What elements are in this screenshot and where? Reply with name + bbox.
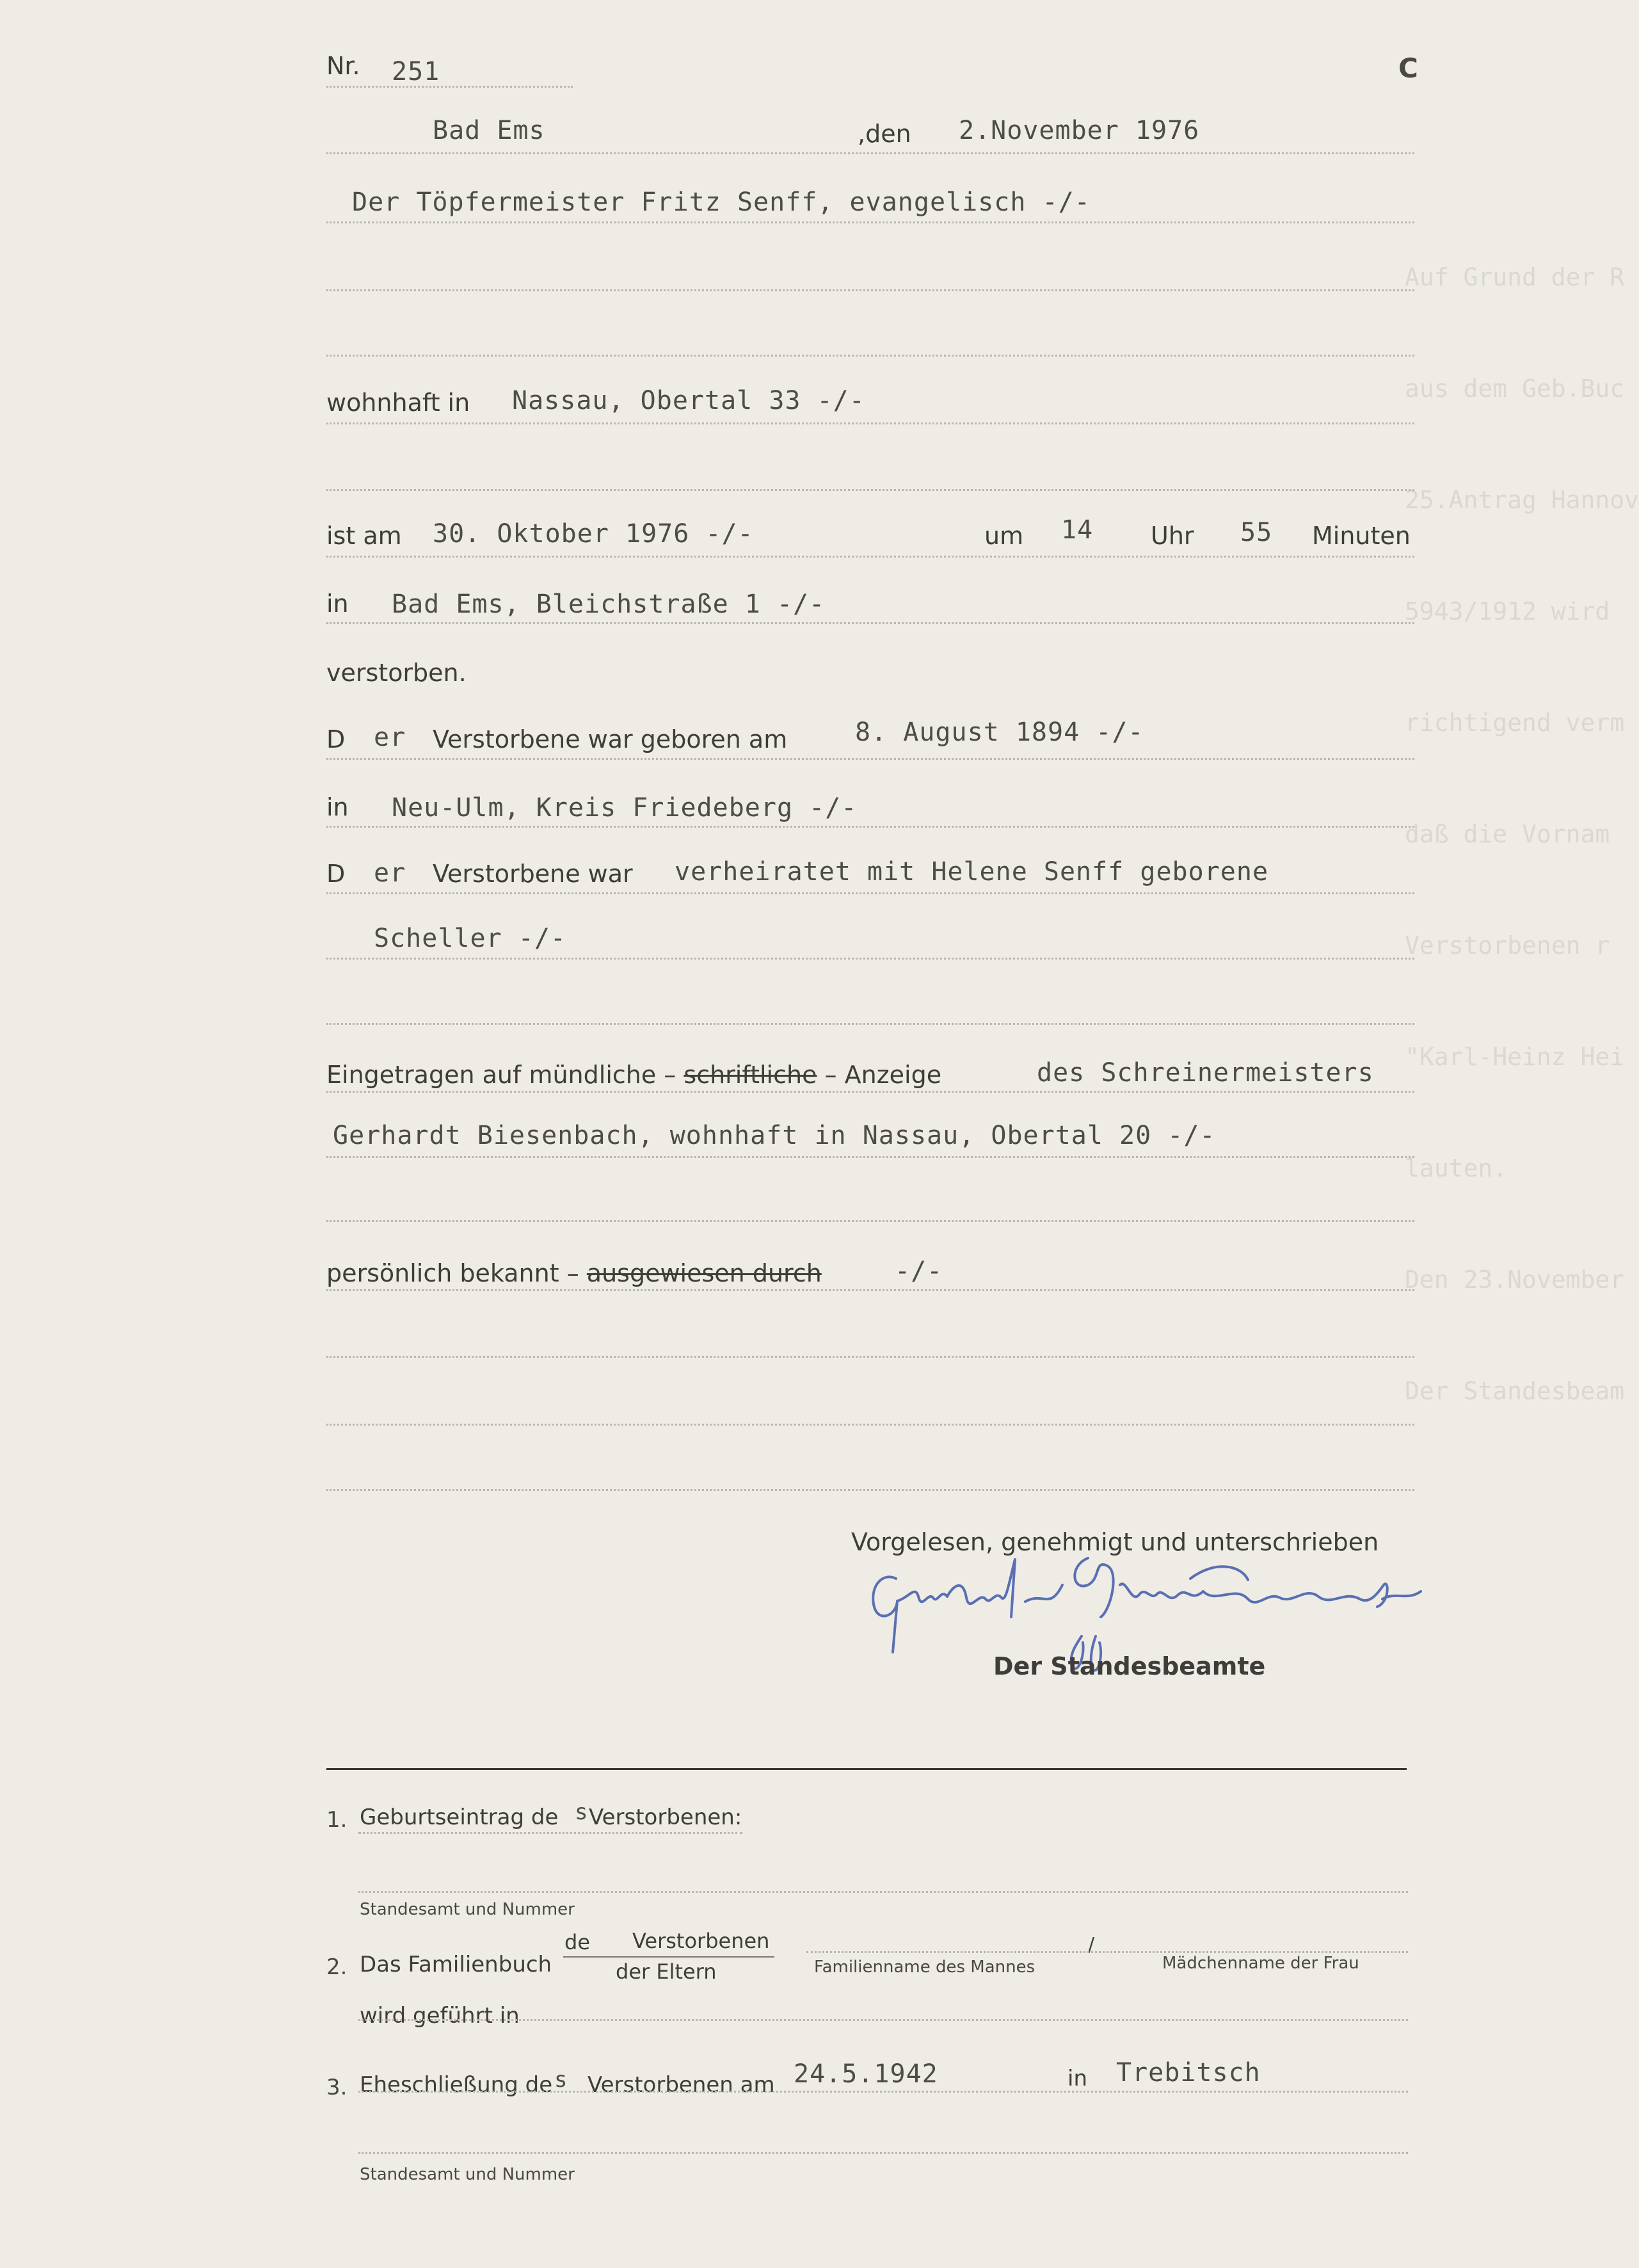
rule: [358, 1832, 742, 1834]
register-number-rule: [326, 86, 573, 88]
bleed-line: "Karl-Heinz Hei: [1405, 1043, 1625, 1071]
office-number-label: Standesamt und Nummer: [360, 1900, 575, 1919]
bleed-line: Auf Grund der R: [1405, 263, 1625, 291]
rule: [326, 422, 1414, 424]
birth-d-label: D: [326, 725, 346, 753]
death-place: Bad Ems, Bleichstraße 1 -/-: [392, 590, 826, 619]
rule: [326, 1356, 1414, 1358]
rule: [326, 1424, 1414, 1426]
uhr-label: Uhr: [1151, 522, 1194, 550]
register-number-label: Nr.: [326, 52, 360, 80]
item2-fraction-line: [563, 1956, 774, 1958]
minutes-label: Minuten: [1312, 522, 1411, 550]
office-number-label-2: Standesamt und Nummer: [360, 2165, 575, 2184]
rule: [326, 758, 1414, 760]
registry-place: Bad Ems: [433, 116, 545, 145]
death-minutes: 55: [1240, 518, 1273, 547]
item2-number: 2.: [326, 1954, 348, 1980]
bleed-line: Verstorbenen r: [1405, 931, 1610, 960]
rule: [326, 355, 1414, 357]
informant-label: [326, 1063, 941, 1087]
item1-rest: Verstorbenen:: [589, 1805, 742, 1830]
marriage-text: verheiratet mit Helene Senff geborene: [675, 857, 1269, 887]
rule: [326, 1220, 1414, 1222]
rule: [326, 826, 1414, 828]
birth-place: Neu-Ulm, Kreis Friedeberg -/-: [392, 793, 858, 823]
birth-label: Verstorbene war geboren am: [433, 725, 788, 753]
rule: [358, 2152, 1408, 2154]
rule: [326, 221, 1414, 223]
deceased-name-line: Der Töpfermeister Fritz Senff, evangelisch -/-: [352, 188, 1091, 217]
item3-place: Trebitsch: [1116, 2058, 1261, 2087]
rule: [806, 1951, 1408, 1953]
residence-value: Nassau, Obertal 33 -/-: [512, 386, 865, 415]
rule: [358, 1891, 1408, 1893]
marriage-label: Verstorbene war: [433, 860, 633, 888]
death-date: 30. Oktober 1976 -/-: [433, 519, 754, 549]
bleed-line: 5943/1912 wird: [1405, 597, 1610, 625]
identity-label-struck: ausgewiesen durch: [586, 1259, 822, 1287]
rule: [326, 556, 1414, 558]
item3-rest: Verstorbenen am: [588, 2072, 775, 2098]
rule: [358, 2019, 1408, 2021]
corner-mark: C: [1398, 52, 1418, 84]
date-prefix: ,den: [858, 120, 911, 148]
item2-eltern: der Eltern: [616, 1959, 717, 1984]
rule: [326, 489, 1414, 491]
rule: [326, 958, 1414, 960]
rule: [326, 622, 1414, 624]
bleed-line: richtigend verm: [1405, 709, 1625, 737]
rule: [326, 1023, 1414, 1025]
rule: [326, 1156, 1414, 1158]
rule: [326, 1091, 1414, 1093]
bleed-through-text: [1405, 184, 1639, 1484]
item2-verstorbenen: Verstorbenen: [632, 1929, 770, 1953]
item2-kept-label: wird geführt in: [360, 2003, 520, 2029]
marriage-er-typed: er: [374, 858, 406, 888]
marriage-d-label: D: [326, 860, 346, 888]
identity-value: -/-: [895, 1257, 943, 1286]
read-approved-label: Vorgelesen, genehmigt und unterschrieben: [851, 1528, 1379, 1556]
signature-divider: [326, 1768, 1407, 1770]
item2-label: Das Familienbuch: [360, 1952, 552, 1977]
item3-date: 24.5.1942: [794, 2059, 938, 2089]
item3-s: s: [554, 2067, 568, 2093]
item3-number: 3.: [326, 2075, 348, 2100]
item1-s: s: [575, 1799, 589, 1825]
hour-label: um: [984, 522, 1024, 550]
registry-date: 2.November 1976: [959, 116, 1200, 145]
rule: [358, 2091, 1408, 2093]
death-date-label: ist am: [326, 522, 402, 550]
item2-husband-label: Familienname des Mannes: [814, 1958, 1035, 1977]
item2-wife-label: Mädchenname der Frau: [1162, 1954, 1359, 1973]
rule: [326, 1489, 1414, 1491]
item2-de: de: [564, 1930, 590, 1954]
item2-slash: /: [1088, 1934, 1095, 1956]
informant-text-continued: Gerhardt Biesenbach, wohnhaft in Nassau, Obertal 20 -/-: [333, 1121, 1216, 1150]
informant-label-2: – Anzeige: [824, 1061, 942, 1089]
birth-place-label: in: [326, 793, 349, 821]
bleed-line: daß die Vornam: [1405, 820, 1610, 848]
register-number: 251: [392, 57, 440, 86]
identity-label: [326, 1261, 822, 1285]
bleed-line: lauten.: [1405, 1154, 1508, 1182]
item1-number: 1.: [326, 1807, 348, 1833]
informant-label-1: Eingetragen auf mündliche –: [326, 1061, 676, 1089]
rule: [326, 289, 1414, 291]
bleed-line: aus dem Geb.Buc: [1405, 374, 1625, 403]
bleed-line: Den 23.November: [1405, 1266, 1625, 1294]
item3-label: Eheschließung de: [360, 2072, 553, 2098]
marriage-text-continued: Scheller -/-: [374, 924, 566, 953]
informant-label-struck: schriftliche: [684, 1061, 817, 1089]
informant-text: des Schreinermeisters: [1037, 1058, 1374, 1088]
birth-er-typed: er: [374, 723, 406, 752]
rule: [326, 152, 1414, 154]
death-hour: 14: [1061, 515, 1094, 545]
item3-in: in: [1067, 2066, 1087, 2091]
registrar-label: Der Standesbeamte: [993, 1652, 1266, 1680]
item1-label: Geburtseintrag de: [360, 1805, 559, 1830]
rule: [326, 1289, 1414, 1291]
identity-label-known: persönlich bekannt –: [326, 1259, 579, 1287]
rule: [326, 892, 1414, 894]
bleed-line: 25.Antrag Hannov: [1405, 486, 1639, 514]
residence-label: wohnhaft in: [326, 389, 470, 417]
bleed-line: Der Standesbeam: [1405, 1377, 1625, 1405]
birth-date: 8. August 1894 -/-: [855, 718, 1144, 747]
death-place-label: in: [326, 590, 349, 618]
deceased-label: verstorben.: [326, 659, 467, 687]
